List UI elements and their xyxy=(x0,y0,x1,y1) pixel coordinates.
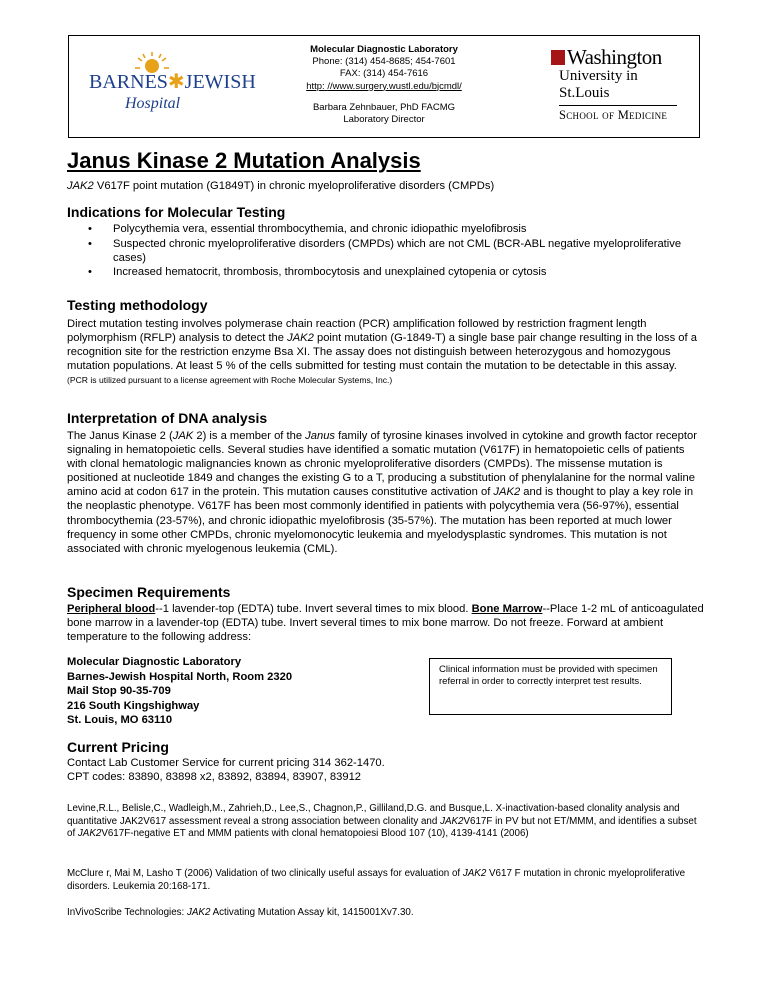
bone-marrow-label: Bone Marrow xyxy=(471,603,543,615)
interpretation-heading: Interpretation of DNA analysis xyxy=(67,410,268,426)
reference-3: InVivoScribe Technologies: JAK2 Activating Mutation Assay kit, 1415001Xv7.30. xyxy=(67,907,414,918)
shipping-address: Molecular Diagnostic Laboratory Barnes-Jewish Hospital North, Room 2320 Mail Stop 90-35-709 216 South Kingshighway St. Louis, MO 63110 xyxy=(67,656,293,726)
interpretation-text: The Janus Kinase 2 (JAK 2) is a member of the Janus family of tyrosine kinases involved in cytokine and growth factor receptor signaling in hematopoietic cells. Several studies have identified a somatic mutation (V617F) in hematopoietic cells of patients with clonal hematologic malignancies known as chronic myeloproliferative disorders (CMPDs). The missense mutation is positioned at nucleotide 1849 and changes the existing G to a T, producing a substitution of phenylalanine for the normal valine amino acid at codon 617 in the protein. This mutation causes constitutive activation of JAK2 and is thought to play a key role in the neoplastic phenotype. V617F has been most commonly identified in patients with polycythemia vera (56-97%), essential thrombocythemia (23-57%), and chronic idiopathic myelofibrosis (35-57%). The mutation has been reported at much lower frequency in some other CMPDs, chronic myelomonocytic leukemia and myelodysplastic syndromes. This mutation is not associated with chronic myelogenous leukemia (CML). xyxy=(67,430,697,555)
lab-url-link[interactable]: http: //www.surgery.wustl.edu/bjcmdl/ xyxy=(306,80,462,92)
page-title: Janus Kinase 2 Mutation Analysis xyxy=(67,148,421,173)
clinical-info-note: Clinical information must be provided with specimen referral in order to correctly interpret test results. xyxy=(429,658,672,715)
methodology-text: Direct mutation testing involves polymerase chain reaction (PCR) amplification followed by restriction fragment length polymorphism (RFLP) analysis to detect the JAK2 point mutation (G-1849-T) a single base pair change resulting in the loss of a recognition site for the restriction enzyme Bsa XI. The assay does not distinguish between heterozygous and homozygous mutation populations. At least 5 % of the cells submitted for testing must contain the mutation to be detectable in this assay. (PCR is utilized pursuant to a license agreement with Roche Molecular Systems, Inc.) xyxy=(67,318,697,386)
shield-icon xyxy=(551,50,565,65)
specimen-text: Peripheral blood--1 lavender-top (EDTA) tube. Invert several times to mix blood. Bone Marrow--Place 1-2 mL of anticoagulated bone marrow in a lavender-top (EDTA) tube. Invert several times to mix bone marrow. Do not freeze. Forward at ambient temperature to the following address: xyxy=(67,603,704,644)
washington-university-logo: Washington University in St.Louis School of Medicine xyxy=(551,46,691,108)
lab-phone: Phone: (314) 454-8685; 454-7601 xyxy=(312,56,456,68)
bjh-name: BARNES✱JEWISH xyxy=(89,71,256,93)
lab-fax: FAX: (314) 454-7616 xyxy=(339,68,429,80)
indications-list xyxy=(67,222,707,280)
reference-1: Levine,R.L., Belisle,C., Wadleigh,M., Zahrieh,D., Lee,S., Chagnon,P., Gilliland,D.G. and Busque,L. X-inactivation-based clonality analysis and quantitative JAK2V617 assessment reveal a strong association between clonality and JAK2V617F in PV but not ET/MMM, and identifies a subset of JAK2V617F-negative ET and MMM patients with clonal hematopoiesi Blood 107 (10), 4139-4141 (2006) xyxy=(67,803,697,840)
pricing-text: Contact Lab Customer Service for current pricing 314 362-1470. CPT codes: 83890, 83898 x2, 83892, 83894, 83907, 83912 xyxy=(67,757,385,784)
pricing-heading: Current Pricing xyxy=(67,739,169,755)
lab-name: Molecular Diagnostic Laboratory xyxy=(310,44,458,55)
indications-heading: Indications for Molecular Testing xyxy=(67,204,286,220)
specimen-heading: Specimen Requirements xyxy=(67,584,231,600)
list-item: • Suspected chronic myeloproliferative disorders (CMPDs) which are not CML (BCR-ABL negative myeloproliferative cases) xyxy=(67,237,707,265)
sun-icon xyxy=(135,52,169,73)
letterhead xyxy=(68,35,700,138)
reference-2: McClure r, Mai M, Lasho T (2006) Validation of two clinically useful assays for evaluation of JAK2 V617 F mutation in chronic myeloproliferative disorders. Leukemia 20:168-171. xyxy=(67,868,686,892)
lab-url[interactable] xyxy=(269,81,499,93)
list-item: • Polycythemia vera, essential thrombocythemia, and chronic idiopathic myelofibrosis xyxy=(67,222,707,236)
subtitle: JAK2 V617F point mutation (G1849T) in chronic myeloproliferative disorders (CMPDs) xyxy=(67,180,495,192)
methodology-heading: Testing methodology xyxy=(67,297,208,313)
barnes-jewish-logo xyxy=(75,56,256,116)
director-name: Barbara Zehnbauer, PhD FACMG xyxy=(312,101,456,113)
pcr-license-note: (PCR is utilized pursuant to a license agreement with Roche Molecular Systems, Inc.) xyxy=(67,375,393,386)
lab-contact xyxy=(269,44,499,126)
director-title: Laboratory Director xyxy=(343,114,425,126)
peripheral-blood-label: Peripheral blood xyxy=(67,603,156,615)
bjh-hospital: Hospital xyxy=(125,95,181,112)
list-item: • Increased hematocrit, thrombosis, thrombocytosis and unexplained cytopenia or cytosis xyxy=(67,265,707,279)
